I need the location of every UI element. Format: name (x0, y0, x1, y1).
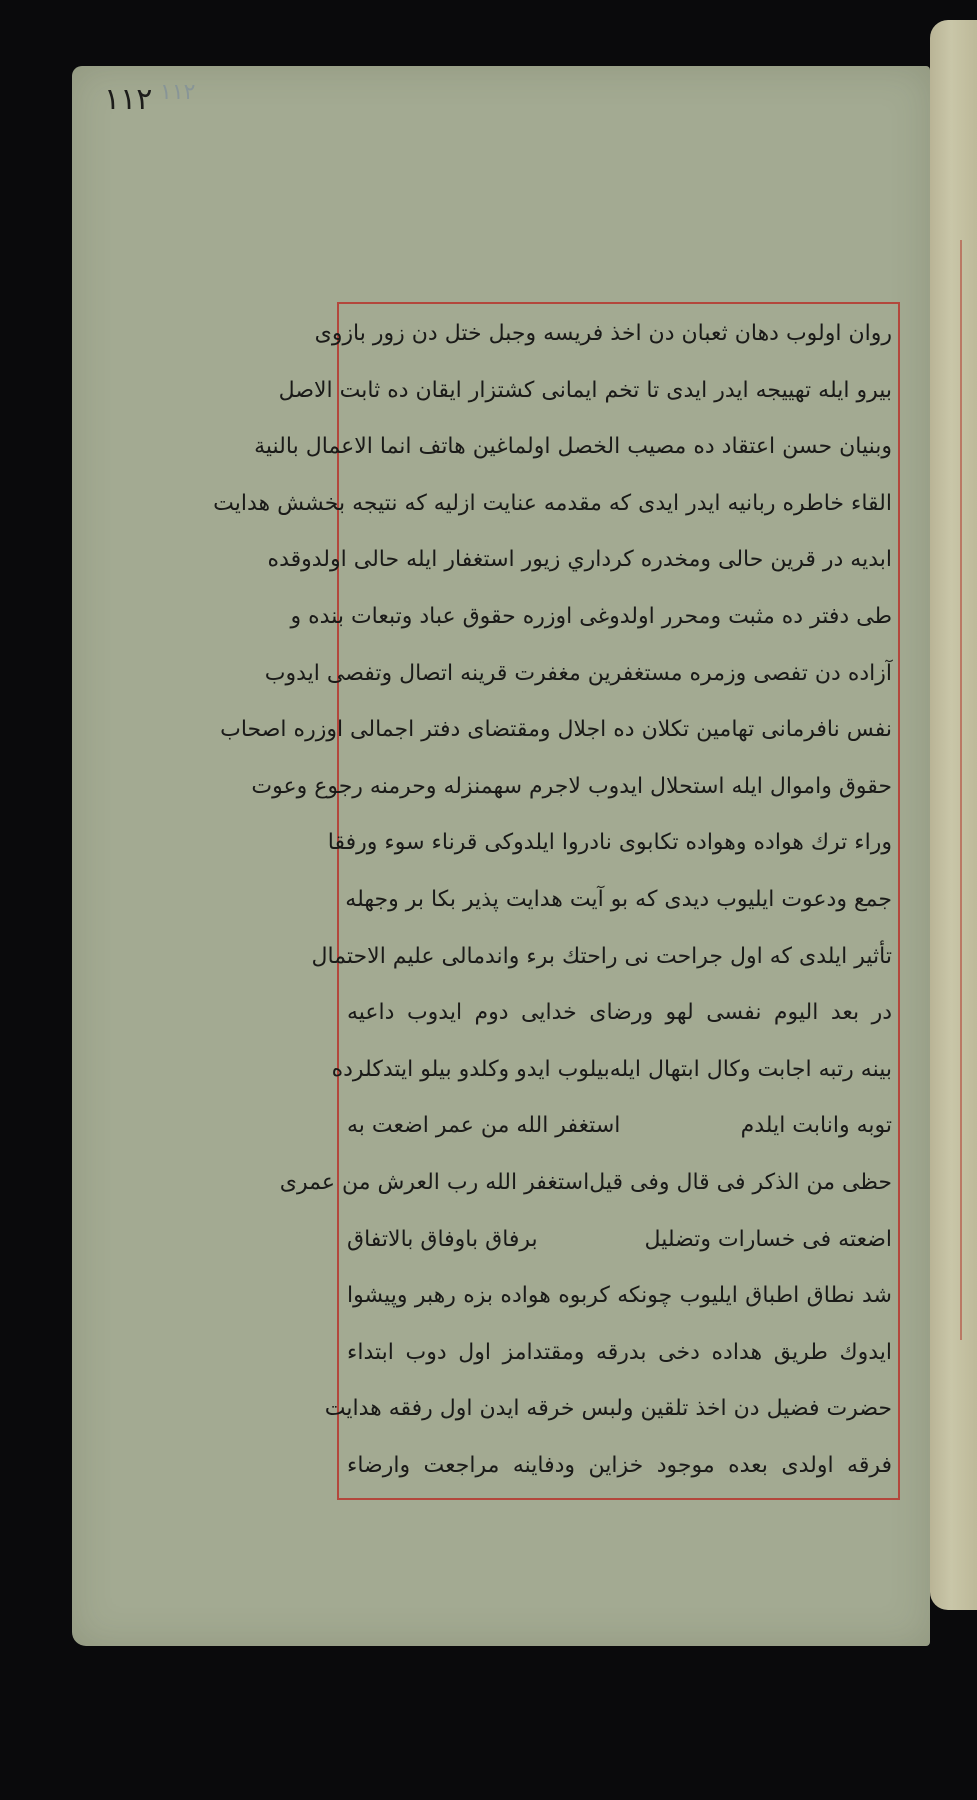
verse-hemistich-right: توبه وانابت ايلدم (740, 1113, 892, 1139)
faint-folio-number: ١١٢ (160, 80, 196, 105)
text-line: فرقه اولدى بعده موجود خزاين ودفاينه مراجعت وارضاء (347, 1452, 892, 1478)
text-line: ابديه در قرين حالى ومخدره كرداري زيور استغفار ايله حالى اولدوقده (267, 547, 892, 573)
text-line: تأثير ايلدى كه اول جراحت نى راحتك برء واندمالى عليم الاحتمال (311, 943, 892, 969)
verse-line (279, 1155, 892, 1211)
verse-line (347, 1098, 892, 1154)
verse-hemistich-left: بيلوب ايدو وكلدو بيلو ايتدكلرده (331, 1056, 610, 1082)
text-line: القاء خاطره ربانيه ايدر ايدى كه مقدمه عنايت ازليه كه نتيجه بخشش هدايت (213, 490, 892, 516)
text-line: بيرو ايله تهييجه ايدر ايدى تا تخم ايمانى كشتزار ايقان ده ثابت الاصل (278, 377, 892, 403)
text-line: روان اولوب دهان ثعبان دن اخذ فريسه وجبل ختل دن زور بازوى (314, 321, 892, 346)
text-line: آزاده دن تفصى وزمره مستغفرين مغفرت قرينه اتصال وتفصى ايدوب (264, 660, 892, 686)
text-line: حضرت فضيل دن اخذ تلقين ولبس خرقه ايدن اول رفقه هدايت (324, 1396, 892, 1422)
text-block (213, 306, 892, 1494)
verse-hemistich-right: بينه رتبه اجابت وكال ابتهال ايله (609, 1056, 892, 1082)
text-line: در بعد اليوم نفسى لهو ورضاى خدايى دوم ايدوب داعيه (347, 1000, 892, 1026)
text-line: ايدوك طريق هداده دخى بدرقه ومقتدامز اول دوب ابتداء (347, 1339, 892, 1365)
verse-line (347, 1212, 892, 1268)
adjacent-page-edge (930, 20, 977, 1610)
text-line: شد نطاق اطباق ايليوب چونكه كربوه هواده بزه رهبر وپيشوا (347, 1283, 892, 1309)
verse-hemistich-right: اضعته فى خسارات وتضليل (644, 1226, 892, 1252)
adjacent-page-red-rule (960, 240, 962, 1340)
text-line: وراء ترك هواده وهواده تكابوى نادروا ايلدوكى قرناء سوء ورفقا (327, 830, 892, 856)
text-line: طى دفتر ده مثبت ومحرر اولدوغى اوزره حقوق عباد وتبعات بنده و (290, 603, 892, 629)
verse-hemistich-left: استغفر الله رب العرش من عمرى (279, 1169, 590, 1195)
text-line: جمع ودعوت ايليوب ديدى كه بو آيت هدايت پذير بكا بر وجهله (345, 886, 892, 912)
text-line: حقوق واموال ايله استحلال ايدوب لاجرم سهمنزله وحرمنه رجوع وعوت (251, 773, 892, 799)
verse-hemistich-left: استغفر الله من عمر اضعت به (347, 1113, 621, 1139)
text-line: وبنيان حسن اعتقاد ده مصيب الخصل اولماغين هاتف انما الاعمال بالنية (254, 434, 892, 460)
verse-hemistich-left: برفاق باوفاق بالاتفاق (347, 1226, 538, 1252)
verse-hemistich-right: حظى من الذكر فى قال وفى قيل (589, 1169, 892, 1195)
verse-line (331, 1042, 892, 1098)
text-line: نفس نافرمانى تهامين تكلان ده اجلال ومقتضاى دفتر اجمالى اوزره اصحاب (220, 717, 892, 743)
folio-number: ١١٢ (104, 82, 153, 117)
